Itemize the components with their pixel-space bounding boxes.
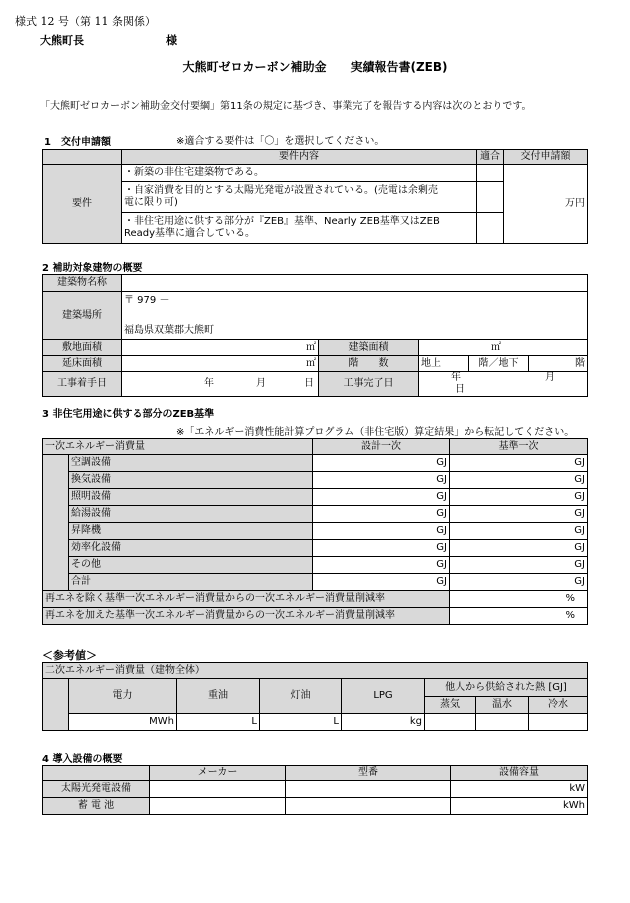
standard-efficiency-unit: GJ (574, 542, 585, 553)
design-header: 設計一次 (313, 439, 450, 455)
section4-heading: 4 導入設備の概要 (42, 754, 123, 765)
kerosene-unit: L (333, 716, 339, 727)
row-label-efficiency: 効率化設備 (69, 540, 313, 557)
design-ac[interactable] (313, 455, 450, 472)
amount-unit: 万円 (565, 198, 585, 209)
section3-note: ※「エネルギー消費性能計算プログラム（非住宅版）算定結果」から転記してください。 (176, 427, 575, 438)
zeb-table (42, 438, 588, 625)
section1-note: ※適合する要件は「〇」を選択してください。 (176, 136, 385, 147)
lpg-unit: kg (409, 716, 422, 727)
floor-area-unit: ㎡ (306, 357, 316, 369)
standard-ac[interactable] (450, 455, 588, 472)
floors-above-label: 地上 (421, 357, 441, 369)
section1-heading: 1 交付申請額 (44, 137, 111, 148)
building-name-label: 建築物名称 (43, 275, 122, 292)
start-day: 日 (304, 378, 314, 389)
row-label-ventilation: 換気設備 (69, 472, 313, 489)
building-area-input[interactable] (419, 340, 588, 356)
floors-label: 階 数 (319, 356, 419, 372)
battery-model-input[interactable] (286, 798, 451, 815)
equipment-table (42, 765, 588, 815)
row-label-hot-water: 給湯設備 (69, 506, 313, 523)
design-lighting-unit: GJ (436, 491, 447, 502)
solar-maker-input[interactable] (150, 781, 286, 798)
end-date-input[interactable] (419, 372, 588, 397)
location-label: 建築場所 (43, 292, 122, 340)
reduction-rate-1[interactable] (450, 591, 588, 608)
site-area-label: 敷地面積 (43, 340, 122, 356)
site-area-unit: ㎡ (306, 341, 316, 353)
requirement-2 (122, 182, 477, 213)
standard-header: 基準一次 (450, 439, 588, 455)
start-month: 月 (256, 378, 266, 389)
design-other[interactable] (313, 557, 450, 574)
steam-input[interactable] (425, 714, 476, 731)
reduction-rate-1-unit: % (565, 593, 575, 604)
hot-water-input[interactable] (476, 714, 529, 731)
fit-checkbox-1[interactable] (477, 165, 504, 182)
postal-code: 〒 979 － (124, 295, 170, 306)
hot-water-header: 温水 (476, 697, 529, 714)
design-ac-unit: GJ (436, 457, 447, 468)
fit-checkbox-2[interactable] (477, 182, 504, 213)
end-date-label: 工事完了日 (319, 372, 419, 397)
secondary-energy-title: 二次エネルギー消費量（建物全体） (43, 663, 588, 679)
addressee-honorific: 様 (166, 34, 177, 47)
design-lighting[interactable] (313, 489, 450, 506)
building-area-label: 建築面積 (319, 340, 419, 356)
floors-below-input[interactable] (529, 356, 588, 372)
building-table (42, 274, 588, 397)
design-ventilation-unit: GJ (436, 474, 447, 485)
design-elevator-unit: GJ (436, 525, 447, 536)
reference-indent (43, 679, 69, 731)
floor-area-label: 延床面積 (43, 356, 122, 372)
requirement-3 (122, 213, 477, 244)
standard-elevator[interactable] (450, 523, 588, 540)
kerosene-input[interactable] (260, 714, 342, 731)
design-ventilation[interactable] (313, 472, 450, 489)
fit-checkbox-3[interactable] (477, 213, 504, 244)
lpg-input[interactable] (342, 714, 425, 731)
heat-header: 他人から供給された熱 [GJ] (425, 679, 588, 697)
design-total-unit: GJ (436, 576, 447, 587)
start-date-label: 工事着手日 (43, 372, 122, 397)
reduction-rate-2[interactable] (450, 608, 588, 625)
standard-hot-water-unit: GJ (574, 508, 585, 519)
solar-label: 太陽光発電設備 (43, 781, 150, 798)
reduction-rate-1-label: 再エネを除く基準一次エネルギー消費量からの一次エネルギー消費量削減率 (43, 591, 450, 608)
requirement-2-line1: ・自家消費を目的とする太陽光発電が設置されている。(売電は余剰売 (124, 185, 438, 196)
battery-capacity-unit: kWh (562, 800, 585, 811)
end-day: 日 (455, 384, 465, 395)
equipment-blank (43, 766, 150, 781)
model-header: 型番 (286, 766, 451, 781)
design-efficiency[interactable] (313, 540, 450, 557)
reference-table (42, 662, 588, 731)
floor-area-input[interactable] (122, 356, 319, 372)
requirement-2-line2: 電に限り可) (124, 197, 178, 208)
lpg-header: LPG (342, 679, 425, 714)
electricity-input[interactable] (69, 714, 177, 731)
row-label-ac: 空調設備 (69, 455, 313, 472)
standard-ventilation-unit: GJ (574, 474, 585, 485)
standard-efficiency[interactable] (450, 540, 588, 557)
design-elevator[interactable] (313, 523, 450, 540)
maker-header: メーカー (150, 766, 286, 781)
requirement-1: ・新築の非住宅建築物である。 (122, 165, 477, 182)
floors-below-label: 階／地下 (478, 357, 519, 369)
site-area-input[interactable] (122, 340, 319, 356)
battery-label: 蓄 電 池 (43, 798, 150, 815)
standard-elevator-unit: GJ (574, 525, 585, 536)
floors-below-cell[interactable] (469, 356, 529, 372)
heavy-oil-input[interactable] (177, 714, 260, 731)
design-total[interactable] (313, 574, 450, 591)
requirements-table (42, 149, 588, 244)
location-input[interactable] (122, 292, 588, 340)
standard-total[interactable] (450, 574, 588, 591)
section2-heading: 2 補助対象建物の概要 (42, 263, 143, 274)
start-year: 年 (204, 378, 214, 389)
solar-model-input[interactable] (286, 781, 451, 798)
heavy-oil-header: 重油 (177, 679, 260, 714)
cold-water-input[interactable] (529, 714, 588, 731)
start-date-input[interactable] (122, 372, 319, 397)
capacity-header: 設備容量 (451, 766, 588, 781)
requirement-3-line1: ・非住宅用途に供する部分が『ZEB』基準、Nearly ZEB基準又はZEB (124, 216, 440, 227)
requirement-label: 要件 (43, 165, 122, 244)
row-label-total: 合計 (69, 574, 313, 591)
amount-header: 交付申請額 (504, 150, 588, 165)
row-label-lighting: 照明設備 (69, 489, 313, 506)
end-year: 年 (451, 372, 461, 383)
design-hot-water-unit: GJ (436, 508, 447, 519)
standard-hot-water[interactable] (450, 506, 588, 523)
solar-capacity-input[interactable] (451, 781, 588, 798)
addressee: 大熊町長 (40, 34, 84, 47)
floors-above-cell[interactable] (419, 356, 469, 372)
design-other-unit: GJ (436, 559, 447, 570)
building-area-unit: ㎡ (491, 341, 501, 353)
energy-head-label: 一次エネルギー消費量 (43, 439, 313, 455)
form-number: 様式 12 号（第 11 条関係） (15, 15, 156, 28)
standard-other-unit: GJ (574, 559, 585, 570)
battery-capacity-input[interactable] (451, 798, 588, 815)
page-title: 大熊町ゼロカーボン補助金 実績報告書(ZEB) (182, 60, 448, 74)
indent-cell (43, 455, 69, 591)
standard-other[interactable] (450, 557, 588, 574)
solar-capacity-unit: kW (569, 783, 585, 794)
reduction-rate-2-unit: % (565, 610, 575, 621)
electricity-header: 電力 (69, 679, 177, 714)
requirement-3-line2: Ready基準に適合している。 (124, 228, 256, 239)
blank-cell (43, 150, 122, 165)
battery-maker-input[interactable] (150, 798, 286, 815)
reduction-rate-2-label: 再エネを加えた基準一次エネルギー消費量からの一次エネルギー消費量削減率 (43, 608, 450, 625)
standard-ac-unit: GJ (574, 457, 585, 468)
steam-header: 蒸気 (425, 697, 476, 714)
cold-water-header: 冷水 (529, 697, 588, 714)
electricity-unit: MWh (149, 716, 174, 727)
end-month: 月 (545, 372, 555, 383)
design-efficiency-unit: GJ (436, 542, 447, 553)
design-hot-water[interactable] (313, 506, 450, 523)
heavy-oil-unit: L (251, 716, 257, 727)
requirement-content-header: 要件内容 (122, 150, 477, 165)
building-name-input[interactable] (122, 275, 588, 292)
row-label-elevator: 昇降機 (69, 523, 313, 540)
floors-unit: 階 (575, 357, 586, 369)
standard-lighting-unit: GJ (574, 491, 585, 502)
intro-text: 「大熊町ゼロカーボン補助金交付要綱」第11条の規定に基づき、事業完了を報告する内容は次のとおりです。 (40, 101, 532, 112)
standard-total-unit: GJ (574, 576, 585, 587)
reference-heading: ＜参考値＞ (42, 649, 97, 662)
section3-heading: 3 非住宅用途に供する部分のZEB基準 (42, 409, 215, 420)
fit-header: 適合 (477, 150, 504, 165)
amount-cell[interactable] (504, 165, 588, 244)
kerosene-header: 灯油 (260, 679, 342, 714)
standard-ventilation[interactable] (450, 472, 588, 489)
row-label-other: その他 (69, 557, 313, 574)
address-text: 福島県双葉郡大熊町 (124, 325, 214, 336)
standard-lighting[interactable] (450, 489, 588, 506)
